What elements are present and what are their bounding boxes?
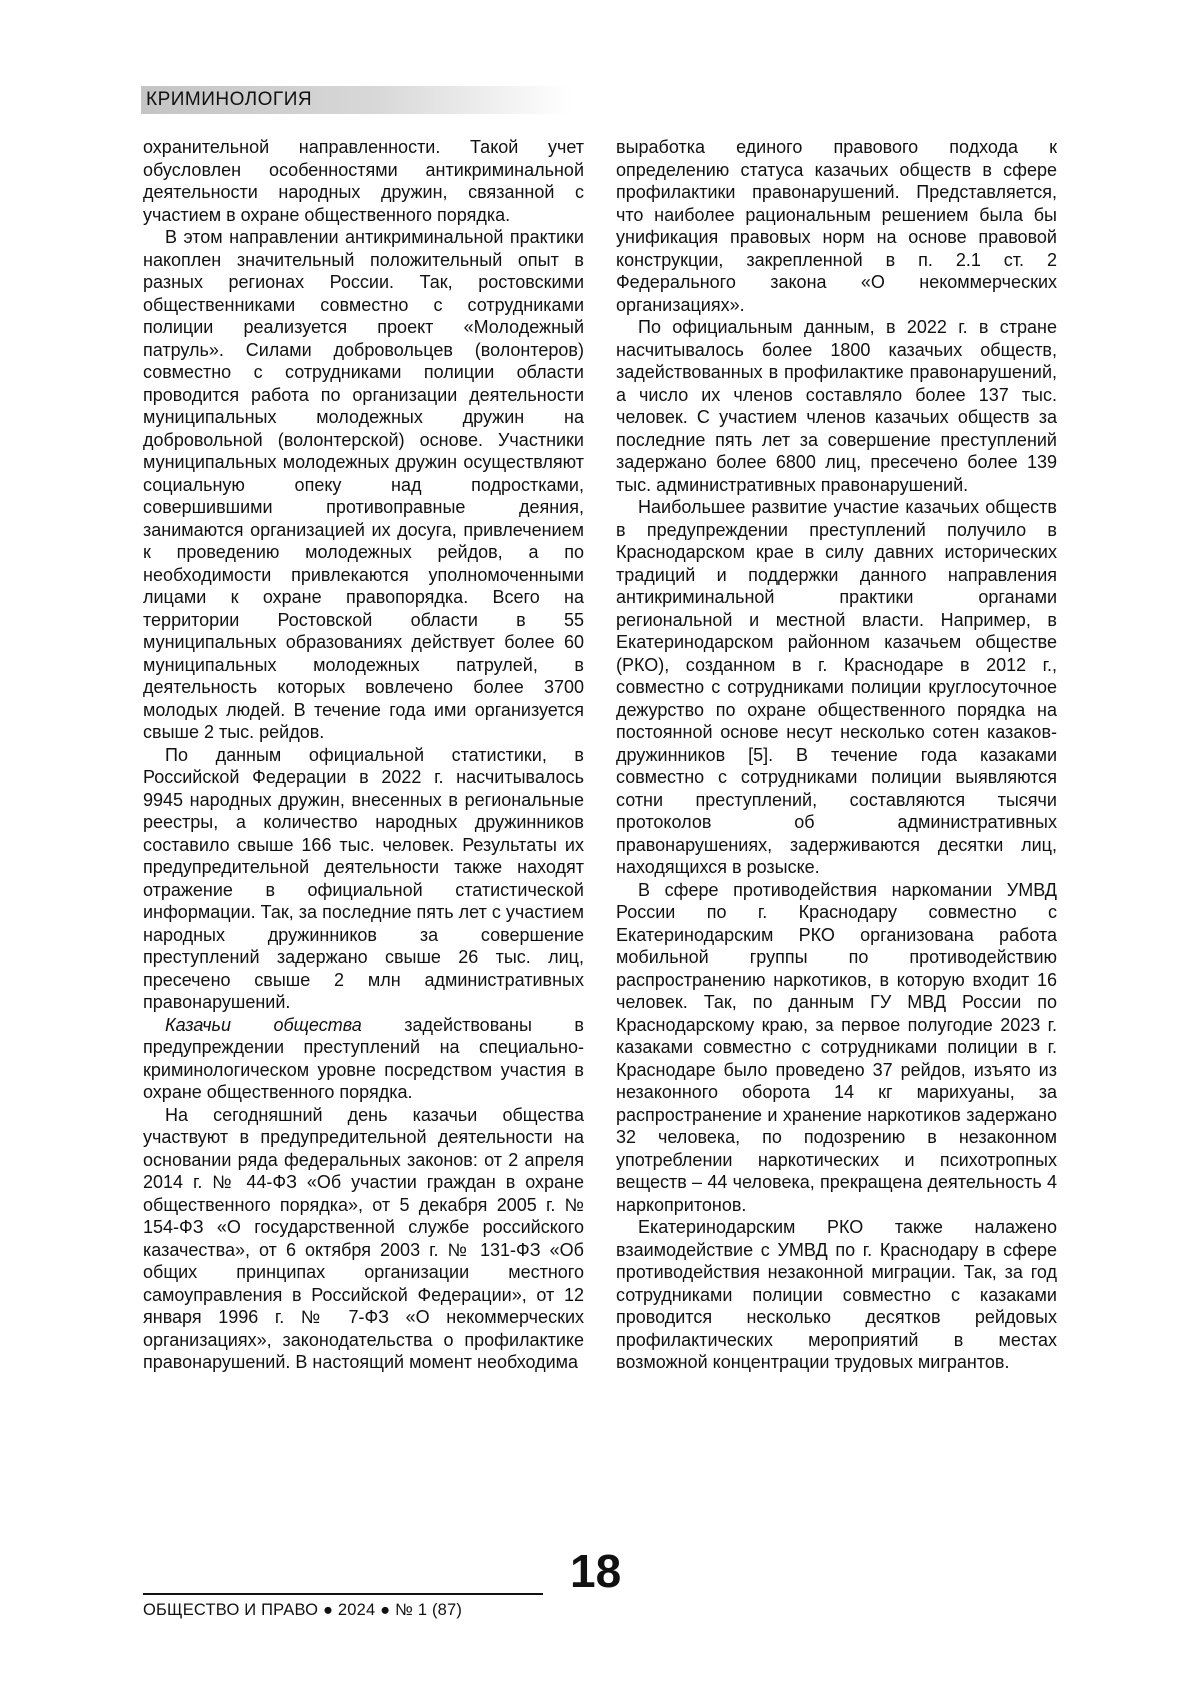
paragraph: В этом направлении антикриминальной практики накоплен значительный положительный опыт в разных регионах России. Так, ростовскими общественниками совместно с сотрудниками полиции реализуется проект «Молодежный патруль». Силами добровольцев (волонтеров) совместно с сотрудниками полиции области проводится работа по организации деятельности муниципальных молодежных дружин на добровольной (волонтерской) основе. Участники муниципальных молодежных дружин осуществляют социальную опеку над подростками, совершившими противоправные деяния, занимаются организацией их досуга, привлечением к проведению молодежных рейдов, а по необходимости привлекаются уполномоченными лицами к охране правопорядка. Всего на территории Ростовской области в 55 муниципальных образованиях действует более 60 муниципальных молодежных патрулей, в деятельность которых вовлечено более 3700 молодых людей. В течение года ими организуется свыше 2 тыс. рейдов.	[143, 227, 584, 742]
footer-divider	[143, 1593, 543, 1595]
paragraph: выработка единого правового подхода к определению статуса казачьих обществ в сфере профилактики правонарушений. Представляется, что наиболее рациональным решением была бы унификация правовых норм на основе правовой конструкции, закрепленной в п. 2.1 ст. 2 Федерального закона «О некоммерческих организациях».	[616, 137, 1057, 315]
paragraph: На сегодняшний день казачьи общества участвуют в предупредительной деятельности на основании ряда федеральных законов: от 2 апреля 2014 г. № 44-ФЗ «Об участии граждан в охране общественного порядка», от 5 декабря 2005 г. № 154-ФЗ «О государственной службе российского казачества», от 6 октября 2003 г. № 131-ФЗ «Об общих принципах организации местного самоуправления в Российской Федерации», от 12 января 1996 г. № 7-ФЗ «О некоммерческих организациях», законодательства о профилактике правонарушений. В настоящий момент необходима	[143, 1104, 584, 1372]
paragraph	[143, 1014, 584, 1104]
journal-info: ОБЩЕСТВО И ПРАВО ● 2024 ● № 1 (87)	[143, 1601, 463, 1619]
page-number: 18	[570, 1545, 622, 1597]
paragraph: охранительной направленности. Такой учет обусловлен особенностями антикриминальной деятельности народных дружин, связанной с участием в охране общественного порядка.	[143, 137, 584, 225]
paragraph: В сфере противодействия наркомании УМВД России по г. Краснодару совместно с Екатеринодарским РКО организована работа мобильной группы по противодействию распространению наркотиков, в которую входит 16 человек. Так, по данным ГУ МВД России по Краснодарскому краю, за первое полугодие 2023 г. казаками совместно с сотрудниками полиции в г. Краснодаре было проведено 37 рейдов, изъято из незаконного оборота 14 кг марихуаны, за распространение и хранение наркотиков задержано 32 человека, по подозрению в незаконном употреблении наркотических и психотропных веществ – 44 человека, прекращена деятельность 4 наркопритонов.	[616, 879, 1057, 1215]
paragraph: По данным официальной статистики, в Российской Федерации в 2022 г. насчитывалось 9945 народных дружин, внесенных в региональные реестры, а количество народных дружинников составило свыше 166 тыс. человек. Результаты их предупредительной деятельности также находят отражение в официальной статистической информации. Так, за последние пять лет с участием народных дружинников за совершение преступлений задержано свыше 26 тыс. лиц, пресечено свыше 2 млн административных правонарушений.	[143, 744, 584, 1012]
paragraph-text: задействованы в предупреждении преступлений на специально-криминологическом уровне посредством участия в охране общественного порядка.	[143, 1014, 584, 1102]
paragraph: По официальным данным, в 2022 г. в стране насчитывалось более 1800 казачьих обществ, задействованных в профилактике правонарушений, а число их членов составляло более 137 тыс. человек. С участием членов казачьих обществ за последние пять лет за совершение преступлений задержано более 6800 лиц, пресечено более 139 тыс. административных правонарушений.	[616, 317, 1057, 495]
paragraph: Екатеринодарским РКО также налажено взаимодействие с УМВД по г. Краснодару в сфере противодействия незаконной миграции. Так, за год сотрудниками полиции совместно с казаками проводится несколько десятков рейдовых профилактических мероприятий в местах возможной концентрации трудовых мигрантов.	[616, 1217, 1057, 1372]
right-column	[616, 136, 1057, 1374]
italic-term: Казачьи общества	[165, 1014, 362, 1035]
left-column	[143, 136, 584, 1374]
paragraph: Наибольшее развитие участие казачьих обществ в предупреждении преступлений получило в Краснодарском крае в силу давних исторических традиций и поддержки данного направления антикриминальной практики органами региональной и местной власти. Например, в Екатеринодарском районном казачьем обществе (РКО), созданном в г. Краснодаре в 2012 г., совместно с сотрудниками полиции круглосуточное дежурство по охране общественного порядка на постоянной основе несут несколько сотен казаков-дружинников [5]. В течение года казаками совместно с сотрудниками полиции выявляются сотни преступлений, составляются тысячи протоколов об административных правонарушениях, задерживаются десятки лиц, находящихся в розыске.	[616, 497, 1057, 877]
section-header: КРИМИНОЛОГИЯ	[141, 86, 571, 114]
